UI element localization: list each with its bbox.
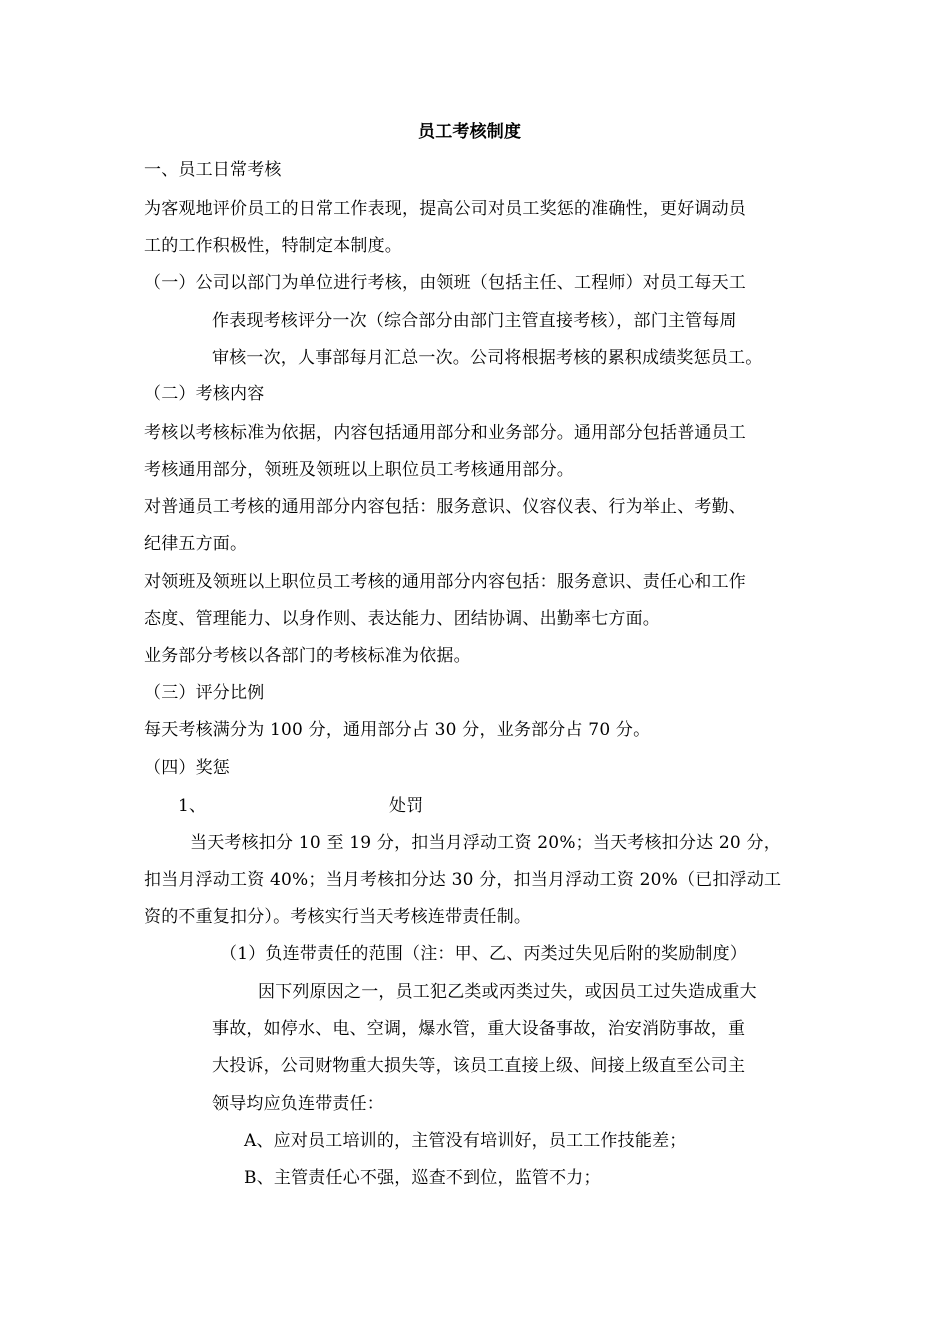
paragraph-line: 每天考核满分为 100 分，通用部分占 30 分，业务部分占 70 分。 bbox=[144, 720, 651, 740]
paragraph-line: 扣当月浮动工资 40%；当月考核扣分达 30 分，扣当月浮动工资 20%（已扣浮动工 bbox=[144, 870, 782, 890]
paragraph-line: 为客观地评价员工的日常工作表现，提高公司对员工奖惩的准确性，更好调动员 bbox=[144, 199, 746, 219]
paragraph-line: 考核通用部分，领班及领班以上职位员工考核通用部分。 bbox=[144, 460, 574, 480]
paragraph-line: 对领班及领班以上职位员工考核的通用部分内容包括：服务意识、责任心和工作 bbox=[144, 572, 746, 592]
item-number: 1、 bbox=[178, 796, 207, 816]
paragraph-line: 大投诉，公司财物重大损失等，该员工直接上级、间接上级直至公司主 bbox=[212, 1056, 746, 1076]
item-heading: 处罚 bbox=[389, 796, 424, 816]
paragraph-line: 事故，如停水、电、空调，爆水管，重大设备事故，治安消防事故，重 bbox=[212, 1019, 746, 1039]
subsection-heading: （三）评分比例 bbox=[144, 683, 265, 703]
subsection-line: （一）公司以部门为单位进行考核，由领班（包括主任、工程师）对员工每天工 bbox=[144, 273, 746, 293]
paragraph-line: 业务部分考核以各部门的考核标准为依据。 bbox=[144, 646, 471, 666]
document-title: 员工考核制度 bbox=[418, 122, 522, 142]
paragraph-line: 态度、管理能力、以身作则、表达能力、团结协调、出勤率七方面。 bbox=[144, 609, 660, 629]
list-item: B、主管责任心不强，巡查不到位，监管不力； bbox=[244, 1168, 601, 1188]
subsection-heading: （二）考核内容 bbox=[144, 384, 265, 404]
subsection-heading: （四）奖惩 bbox=[144, 758, 230, 778]
paragraph-line: 审核一次，人事部每月汇总一次。公司将根据考核的累积成绩奖惩员工。 bbox=[212, 348, 763, 368]
paragraph-line: 纪律五方面。 bbox=[144, 534, 248, 554]
list-item: A、应对员工培训的，主管没有培训好，员工工作技能差； bbox=[244, 1131, 687, 1151]
paragraph-line: 工的工作积极性，特制定本制度。 bbox=[144, 236, 402, 256]
paragraph-line: 作表现考核评分一次（综合部分由部门主管直接考核），部门主管每周 bbox=[212, 311, 737, 331]
section-heading: 一、员工日常考核 bbox=[144, 160, 282, 180]
clause-heading: （1）负连带责任的范围（注：甲、乙、丙类过失见后附的奖励制度） bbox=[220, 944, 748, 964]
paragraph-line: 领导均应负连带责任： bbox=[212, 1094, 384, 1114]
paragraph-line: 当天考核扣分 10 至 19 分，扣当月浮动工资 20%；当天考核扣分达 20 分， bbox=[190, 833, 781, 853]
paragraph-line: 考核以考核标准为依据，内容包括通用部分和业务部分。通用部分包括普通员工 bbox=[144, 423, 746, 443]
paragraph-line: 资的不重复扣分）。考核实行当天考核连带责任制。 bbox=[144, 907, 532, 927]
paragraph-line: 因下列原因之一，员工犯乙类或丙类过失，或因员工过失造成重大 bbox=[258, 982, 757, 1002]
paragraph-line: 对普通员工考核的通用部分内容包括：服务意识、仪容仪表、行为举止、考勤、 bbox=[144, 497, 746, 517]
